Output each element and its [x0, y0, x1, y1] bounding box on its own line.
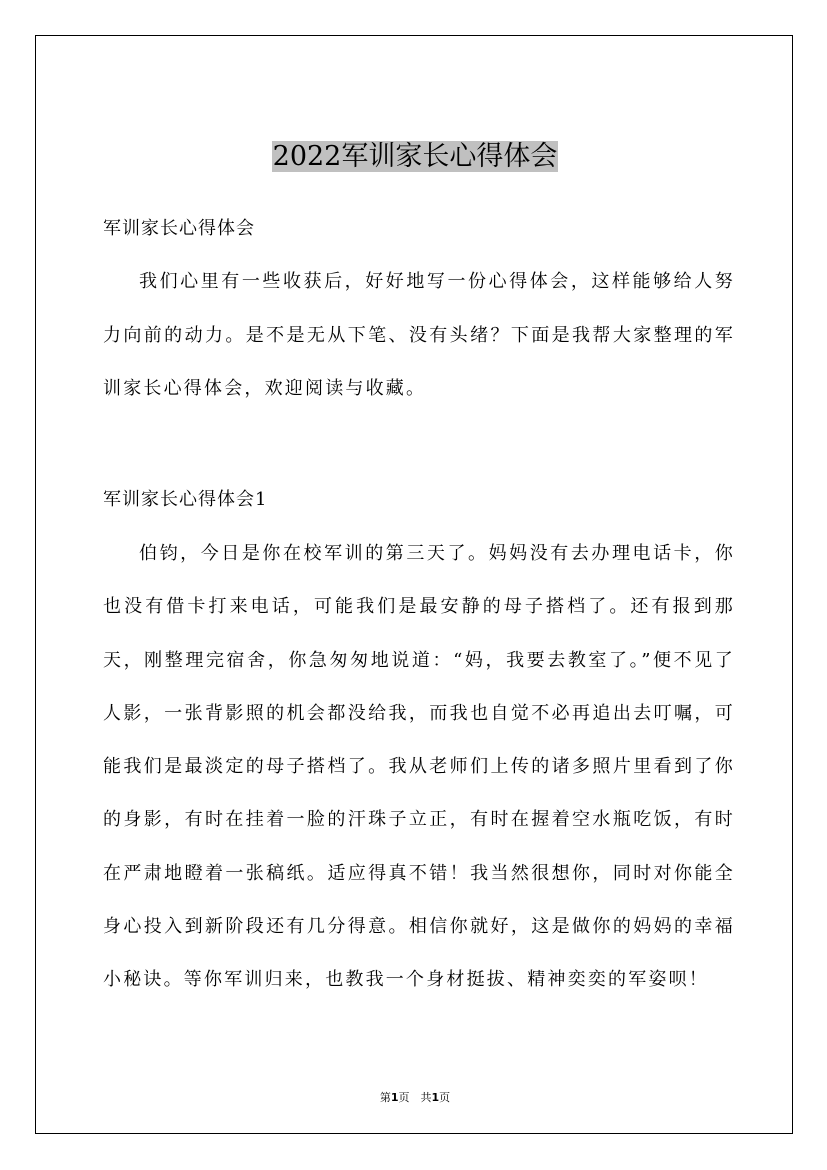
- footer-total-pages: 1: [431, 1091, 440, 1104]
- intro-heading: 军训家长心得体会: [103, 218, 255, 239]
- footer-suffix: 页: [439, 1091, 451, 1104]
- footer-prefix: 第: [379, 1091, 391, 1104]
- section-heading: 军训家长心得体会1: [103, 489, 268, 510]
- page-footer: [36, 1089, 794, 1105]
- footer-mid: 页 共: [398, 1091, 432, 1104]
- footer-current-page: 1: [390, 1091, 399, 1104]
- intro-paragraph: 我们心里有一些收获后，好好地写一份心得体会，这样能够给人努力向前的动力。是不是无从下笔、没有头绪？下面是我帮大家整理的军训家长心得体会，欢迎阅读与收藏。: [103, 271, 735, 400]
- document-page: [35, 35, 793, 1134]
- section-paragraph: 伯钧，今日是你在校军训的第三天了。妈妈没有去办理电话卡，你也没有借卡打来电话，可能我们是最安静的母子搭档了。还有报到那天，刚整理完宿舍，你急匆匆地说道：“妈，我要去教室了。”便不见了人影，一张背影照的机会都没给我，而我也自觉不必再追出去叮嘱，可能我们是最淡定的母子搭档了。我从老师们上传的诸多照片里看到了你的身影，有时在挂着一脸的汗珠子立正，有时在握着空水瓶吃饭，有时在严肃地瞪着一张稿纸。适应得真不错！我当然很想你，同时对你能全身心投入到新阶段还有几分得意。相信你就好，这是做你的妈妈的幸福小秘诀。等你军训归来，也教我一个身材挺拔、精神奕奕的军姿呗！: [103, 543, 735, 991]
- document-title-text: 2022军训家长心得体会: [272, 141, 558, 172]
- document-title: [36, 136, 794, 176]
